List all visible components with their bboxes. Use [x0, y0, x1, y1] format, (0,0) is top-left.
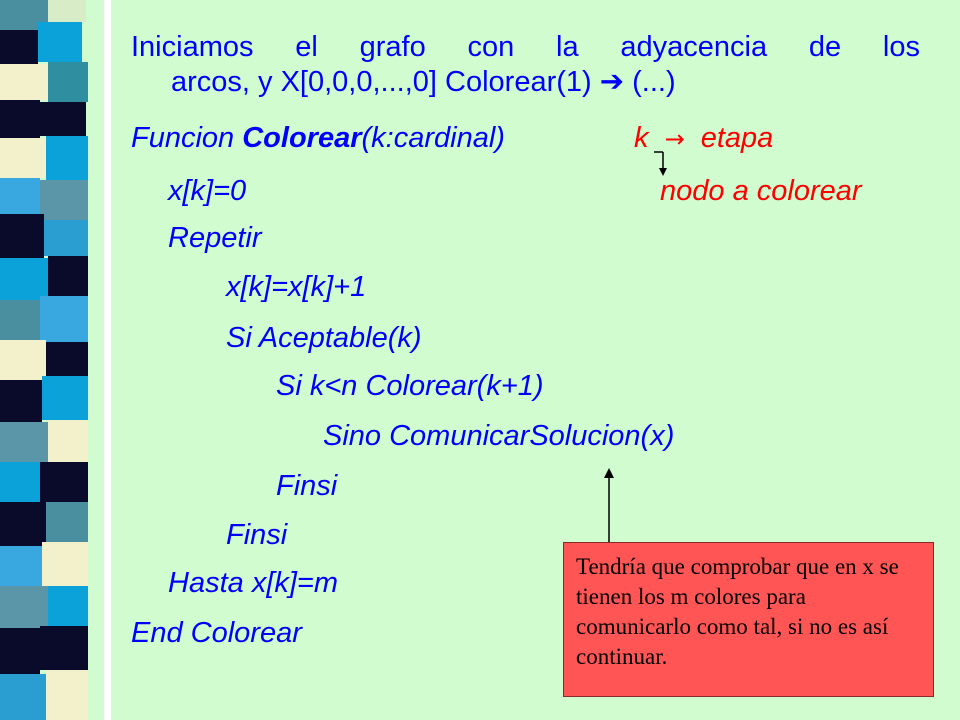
- stripe-block: [0, 340, 46, 380]
- decorative-stripe: [0, 0, 108, 720]
- note-callout: Tendría que comprobar que en x se tienen los m colores para comunicarlo como tal, si no es así continuar.: [563, 542, 934, 697]
- stripe-block: [0, 422, 48, 462]
- stripe-block: [0, 380, 42, 422]
- stripe-block: [40, 180, 88, 220]
- stripe-block: [0, 300, 40, 340]
- stripe-block: [0, 674, 46, 720]
- stripe-block: [42, 542, 88, 586]
- code-line-hasta: Hasta x[k]=m: [168, 567, 339, 599]
- stripe-block: [0, 214, 44, 258]
- code-line-si-k: Si k<n Colorear(k+1): [276, 370, 544, 402]
- stripe-block: [38, 22, 82, 62]
- function-prefix: Funcion: [131, 122, 243, 154]
- stripe-block: [0, 178, 40, 214]
- stripe-block: [48, 62, 90, 102]
- right-arrow-icon: ➔: [599, 64, 625, 98]
- arrow-right-icon: →: [664, 125, 685, 153]
- stripe-block: [48, 586, 88, 626]
- code-line-repetir: Repetir: [168, 222, 262, 254]
- stripe-block: [0, 628, 40, 674]
- code-line-finsi-inner: Finsi: [276, 470, 338, 502]
- stripe-block: [46, 342, 88, 376]
- stripe-edge: [104, 0, 111, 720]
- stripe-block: [0, 462, 40, 502]
- stripe-block: [0, 546, 42, 586]
- stripe-block: [46, 502, 88, 542]
- intro-line-2-text: arcos, y X[0,0,0,...,0] Colorear(1): [171, 66, 592, 98]
- k-label: k: [634, 122, 649, 154]
- code-line-increment: x[k]=x[k]+1: [226, 271, 367, 303]
- stripe-block: [40, 296, 88, 342]
- nodo-annotation: nodo a colorear: [660, 175, 862, 207]
- intro-line-1: Iniciamos el grafo con la adyacencia de los: [131, 31, 920, 63]
- stripe-block: [42, 376, 88, 420]
- code-line-si-aceptable: Si Aceptable(k): [226, 322, 422, 354]
- code-line-x0: x[k]=0: [168, 175, 247, 207]
- code-line-finsi-outer: Finsi: [226, 519, 288, 551]
- stripe-block: [0, 30, 38, 64]
- stripe-block: [0, 138, 46, 178]
- stripe-block: [46, 136, 88, 180]
- intro-line-2: [131, 64, 920, 99]
- stripe-block: [46, 670, 88, 720]
- stripe-block: [40, 102, 86, 136]
- code-line-end: End Colorear: [131, 617, 302, 649]
- intro-line-2-end: (...): [632, 66, 676, 98]
- function-header: [131, 121, 505, 155]
- up-arrow-icon: [599, 466, 619, 544]
- stripe-block: [48, 256, 88, 296]
- stripe-gap: [88, 0, 104, 720]
- etapa-label: etapa: [700, 122, 774, 154]
- stripe-block: [44, 220, 88, 256]
- stripe-block: [40, 626, 88, 670]
- slide-content: [111, 0, 960, 720]
- stripe-block: [48, 420, 88, 462]
- intro-paragraph: [131, 30, 920, 99]
- function-name: Colorear: [242, 122, 362, 154]
- function-params: (k:cardinal): [361, 122, 505, 154]
- stripe-block: [48, 0, 86, 22]
- down-arrow-icon: [651, 150, 675, 180]
- stripe-block: [0, 586, 48, 628]
- stripe-block: [0, 64, 48, 100]
- stripe-block: [0, 100, 40, 138]
- stripe-block: [0, 258, 48, 300]
- stripe-block: [40, 462, 88, 502]
- stripe-block: [0, 502, 46, 546]
- code-line-sino: Sino ComunicarSolucion(x): [323, 420, 675, 452]
